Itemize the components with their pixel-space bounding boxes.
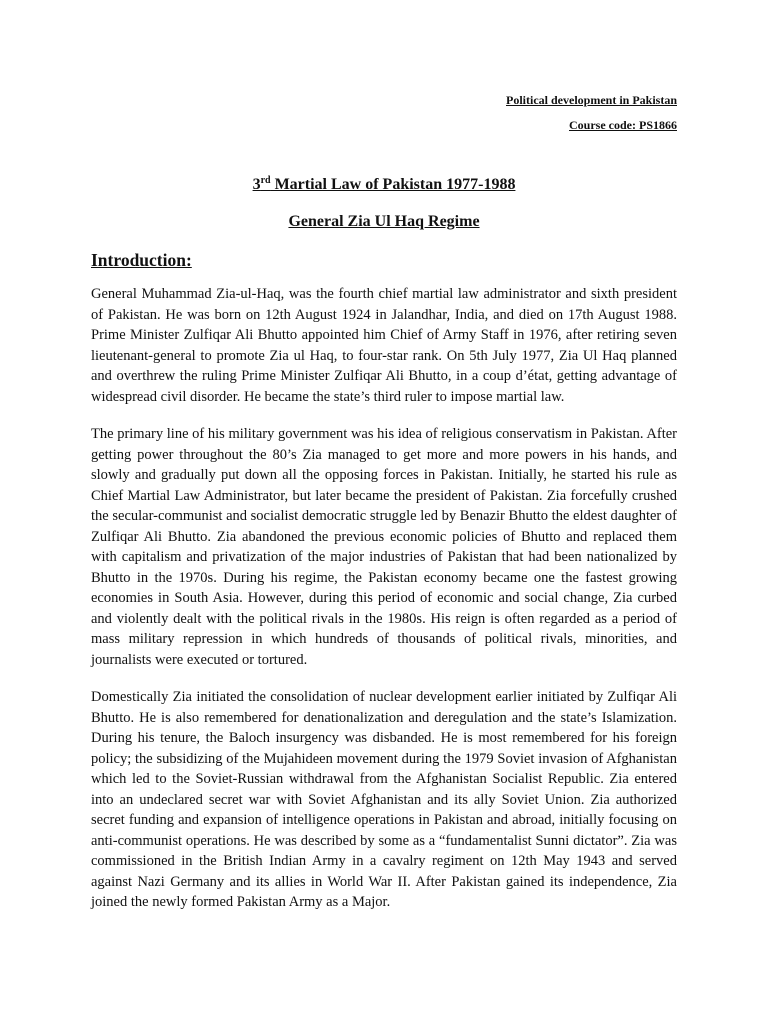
paragraph-3: Domestically Zia initiated the consolidation of nuclear development earlier initiated by Zulfiqar Ali Bhutto. He is also remembered for denationalization and deregulation and the state’s Islamization. During his tenure, the Baloch insurgency was disbanded. He is most remembered for his foreign policy; the subsidizing of the Mujahideen movement during the 1979 Soviet invasion of Afghanistan which led to the Soviet-Russian withdrawal from the Afghanistan Socialist Republic. Zia entered into an undeclared secret war with Soviet Afghanistan and its ally Soviet Union. Zia authorized secret funding and expansion of intelligence operations in Pakistan and abroad, initially focusing on anti-communist operations. He was described by some as a “fundamentalist Sunni dictator”. Zia was commissioned in the British Indian Army in a cavalry regiment on 12th May 1943 and served against Nazi Germany and its allies in World War II. After Pakistan gained its independence, Zia joined the newly formed Pakistan Army as a Major. <box>91 689 685 910</box>
document-subtitle: General Zia Ul Haq Regime <box>288 213 480 230</box>
title-ordinal-suffix: rd <box>260 175 271 186</box>
paragraph-2: The primary line of his military government was his idea of religious conservatism in Pakistan. After getting power throughout the 80’s Zia managed to get more and more powers in his hands, and slowly and gradually put down all the opposing forces in Pakistan. Initially, he started his rule as Chief Martial Law Administrator, but later became the president of Pakistan. Zia forcefully crushed the secular-communist and socialist democratic struggle led by Benazir Bhutto the eldest daughter of Zulfiqar Ali Bhutto. Zia abandoned the previous economic policies of Bhutto and replaced them with capitalism and privatization of the major industries of Pakistan that had been nationalized by Bhutto in the 1970s. During his regime, the Pakistan economy became one the fastest growing economies in South Asia. However, during this period of economic and social change, Zia curbed and violently dealt with the political rivals in the 1980s. His reign is often regarded as a period of mass military repression in which hundreds of thousands of political rivals, minorities, and journalists were executed or tortured. <box>91 426 681 668</box>
course-name-header: Political development in Pakistan <box>506 93 677 107</box>
section-heading: Introduction: <box>91 250 192 270</box>
document-title <box>0 176 768 194</box>
course-code-header: Course code: PS1866 <box>569 118 677 132</box>
paragraph-1: General Muhammad Zia-ul-Haq, was the fourth chief martial law administrator and sixth president of Pakistan. He was born on 12th August 1924 in Jalandhar, India, and died on 17th August 1988. Prime Minister Zulfiqar Ali Bhutto appointed him Chief of Army Staff in 1976, after retiring seven lieutenant-general to promote Zia ul Haq, to four-star rank. On 5th July 1977, Zia Ul Haq planned and overthrew the ruling Prime Minister Zulfiqar Ali Bhutto, in a coup d’état, getting advantage of widespread civil disorder. He became the state’s third ruler to impose martial law. <box>91 286 681 405</box>
title-main-text: Martial Law of Pakistan 1977-1988 <box>270 176 516 193</box>
body-text <box>91 284 685 930</box>
title-ordinal-number: 3 <box>252 176 261 193</box>
